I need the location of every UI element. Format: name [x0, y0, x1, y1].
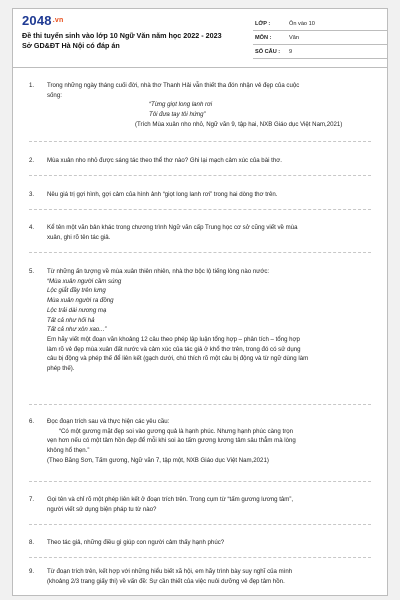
question-4 [29, 223, 369, 242]
question-number: 1. [29, 82, 35, 89]
poem-line: Mùa xuân người ra đồng [47, 297, 114, 305]
poem-line: Tất cả như xôn xao...” [47, 326, 107, 334]
question-number: 7. [29, 496, 35, 503]
quote-line: “Từng giọt long lanh rơi [149, 101, 213, 109]
question-number: 5. [29, 268, 35, 275]
meta-key: LỚP : [255, 20, 271, 27]
divider [29, 141, 371, 142]
question-text: làm rõ vẻ đẹp mùa xuân đất nước và cảm xúc của tác giả ở khổ thơ trên, trong đó có sử dụng [47, 345, 301, 353]
excerpt-line: không hổ thẹn.” [47, 447, 90, 455]
meta-key: MÔN : [255, 34, 272, 41]
question-text: người viết sử dụng biện pháp tu từ nào? [47, 505, 157, 513]
poem-line: Tất cả như hối hả [47, 316, 95, 324]
question-text: Nêu giá trị gợi hình, gợi cảm của hình ảnh “giọt long lanh rơi” trong hai dòng thơ trên. [47, 191, 278, 198]
question-text: phép thế). [47, 365, 75, 373]
question-6 [29, 417, 369, 466]
meta-key: SỐ CÂU : [255, 48, 281, 55]
site-logo[interactable]: $2048^{.vn}$ [22, 13, 64, 28]
meta-row-subject [253, 31, 387, 45]
excerpt-source: (Theo Băng Sơn, Tấm gương, Ngữ văn 7, tập một, NXB Giáo dục Việt Nam,2021) [47, 456, 269, 464]
question-1 [29, 81, 369, 130]
poem-line: Lộc trải dài nương mạ [47, 306, 107, 314]
question-text: (khoảng 2/3 trang giấy thi) về vấn đề: Sự cần thiết của việc nuôi dưỡng vẻ đẹp tâm hồn. [47, 577, 285, 585]
title-line-1: Đề thi tuyển sinh vào lớp 10 Ngữ Văn năm học 2022 - 2023 [22, 31, 222, 40]
excerpt-line: “Có một gương mặt đẹp soi vào gương quả là hạnh phúc. Nhưng hạnh phúc càng trọn [59, 427, 293, 435]
meta-value: 9 [289, 48, 293, 55]
divider [29, 524, 371, 525]
meta-value: Văn [289, 34, 299, 41]
question-3 [29, 190, 369, 200]
title-line-2: Sở GD&ĐT Hà Nội có đáp án [22, 41, 120, 50]
question-number: 3. [29, 191, 35, 198]
meta-value: Ôn vào 10 [289, 20, 315, 27]
question-text: câu bị động và phép thế để liên kết (gạch dưới, chú thích rõ một câu bị động và từ ngữ dùng làm [47, 355, 309, 363]
question-2 [29, 156, 369, 166]
question-text: Mùa xuân nho nhỏ được sáng tác theo thể thơ nào? Ghi lại mạch cảm xúc của bài thơ. [47, 157, 282, 164]
question-number: 6. [29, 418, 35, 425]
question-text: Theo tác giả, những điều gì giúp con người cảm thấy hạnh phúc? [47, 539, 225, 546]
header-divider [13, 67, 387, 68]
question-text: sống: [47, 91, 62, 99]
divider [29, 252, 371, 253]
question-number: 2. [29, 157, 35, 164]
meta-row-class [253, 17, 387, 31]
question-8 [29, 538, 369, 548]
document-page [12, 8, 388, 596]
meta-table [253, 17, 387, 59]
question-7 [29, 495, 369, 514]
question-text: Từ những ấn tượng về mùa xuân thiên nhiên, nhà thơ bộc lộ tiếng lòng nào nước: [47, 268, 270, 275]
divider [29, 209, 371, 210]
question-text: Trong những ngày tháng cuối đời, nhà thơ Thanh Hải vẫn thiết tha đón nhận vẻ đẹp của cuộc [47, 82, 300, 89]
question-5 [29, 267, 369, 374]
question-9 [29, 567, 369, 586]
divider [29, 175, 371, 176]
question-number: 4. [29, 224, 35, 231]
quote-source: (Trích Mùa xuân nho nhỏ, Ngữ văn 9, tập hai, NXB Giáo dục Việt Nam,2021) [135, 120, 343, 128]
divider [29, 557, 371, 558]
question-text: Kể tên một văn bản khác trong chương trình Ngữ văn cấp Trung học cơ sở cũng viết về mùa [47, 224, 298, 231]
question-text: Từ đoạn trích trên, kết hợp với những hiểu biết xã hội, em hãy trình bày suy nghĩ của mình [47, 568, 293, 575]
quote-line: Tôi đưa tay tôi hứng” [149, 111, 206, 119]
question-number: 9. [29, 568, 35, 575]
question-text: xuân, ghi rõ tên tác giả. [47, 233, 111, 241]
meta-row-question-count [253, 45, 387, 59]
question-number: 8. [29, 539, 35, 546]
question-text: Đọc đoạn trích sau và thực hiện các yêu cầu: [47, 418, 170, 425]
poem-line: “Mùa xuân người cầm súng [47, 277, 122, 285]
divider [29, 481, 371, 482]
question-text: Gọi tên và chỉ rõ một phép liên kết ở đoạn trích trên. Trong cụm từ “tấm gương lương tâm”, [47, 496, 294, 503]
excerpt-line: vẹn hơn nếu có một tâm hồn đẹp để mỗi khi soi ào tấm gương lương tâm sâu thẳm mà lòng [47, 437, 296, 445]
question-text: Em hãy viết một đoạn văn khoảng 12 câu theo phép lập luận tổng hợp – phân tích – tổng hợp [47, 335, 300, 343]
divider [29, 404, 371, 405]
poem-line: Lộc giắt đầy trên lưng [47, 287, 106, 295]
document-header [13, 9, 387, 67]
document-title [22, 31, 254, 51]
